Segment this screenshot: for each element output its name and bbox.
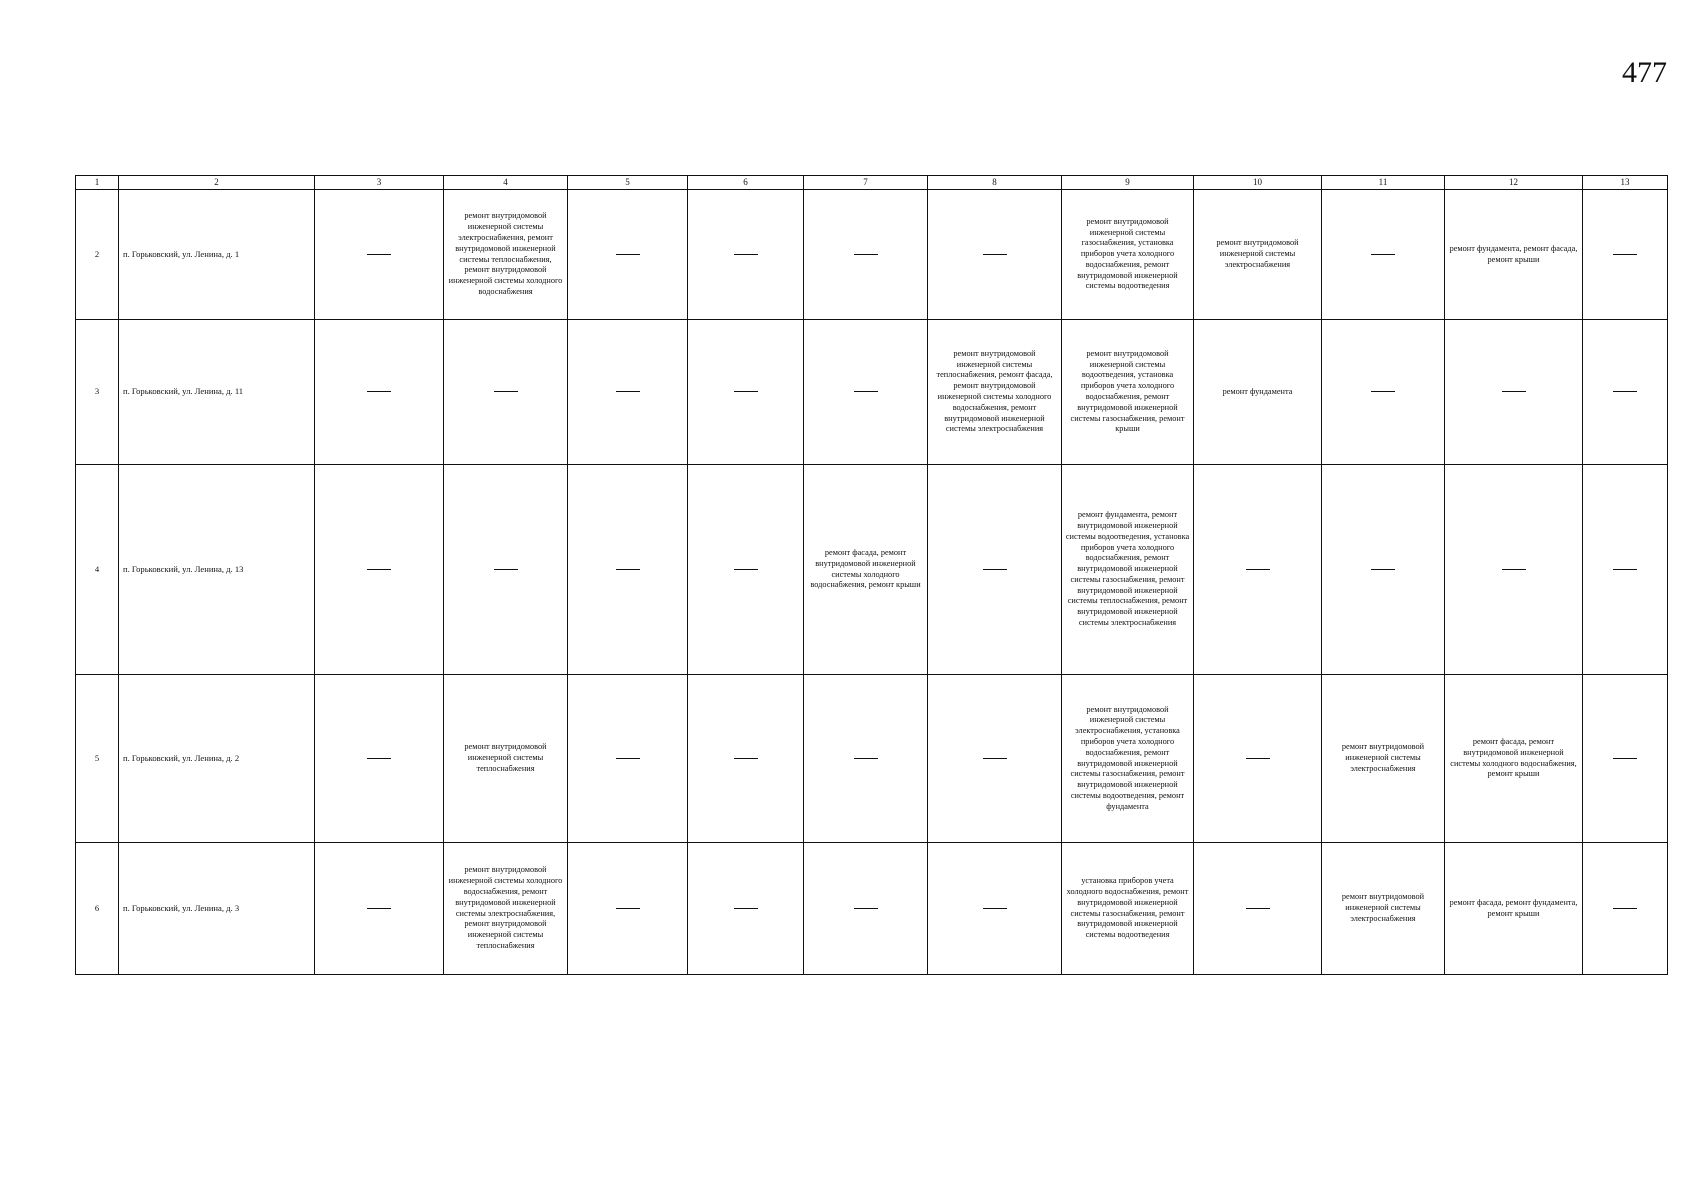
- empty-cell: [444, 320, 568, 465]
- empty-cell: [1194, 843, 1322, 975]
- empty-cell: [1583, 190, 1668, 320]
- empty-cell: [928, 675, 1062, 843]
- table-row: [76, 843, 1668, 975]
- empty-cell: [1194, 465, 1322, 675]
- row-number-cell: 5: [76, 675, 119, 843]
- dash-mark: [494, 391, 518, 392]
- column-number-cell: 3: [315, 176, 444, 190]
- dash-mark: [1613, 391, 1637, 392]
- empty-cell: [1194, 675, 1322, 843]
- work-cell: ремонт фасада, ремонт фундамента, ремонт крыши: [1445, 843, 1583, 975]
- work-cell: ремонт внутридомовой инженерной системы теплоснабжения, ремонт фасада, ремонт внутридомовой инженерной системы холодного водоснабжения, ремонт внутридомовой инженерной системы электроснабжения: [928, 320, 1062, 465]
- work-cell: ремонт внутридомовой инженерной системы холодного водоснабжения, ремонт внутридомовой инженерной системы электроснабжения, ремонт внутридомовой инженерной системы теплоснабжения: [444, 843, 568, 975]
- dash-mark: [734, 908, 758, 909]
- dash-mark: [1246, 908, 1270, 909]
- dash-mark: [367, 908, 391, 909]
- column-number-cell: 8: [928, 176, 1062, 190]
- empty-cell: [1322, 190, 1445, 320]
- dash-mark: [616, 391, 640, 392]
- work-cell: ремонт внутридомовой инженерной системы электроснабжения: [1194, 190, 1322, 320]
- empty-cell: [928, 465, 1062, 675]
- empty-cell: [568, 675, 688, 843]
- empty-cell: [804, 843, 928, 975]
- dash-mark: [367, 391, 391, 392]
- dash-mark: [616, 254, 640, 255]
- work-cell: ремонт фундамента: [1194, 320, 1322, 465]
- table-row: [76, 465, 1668, 675]
- work-cell: ремонт внутридомовой инженерной системы электроснабжения: [1322, 843, 1445, 975]
- work-cell: ремонт фасада, ремонт внутридомовой инженерной системы холодного водоснабжения, ремонт крыши: [1445, 675, 1583, 843]
- empty-cell: [1583, 320, 1668, 465]
- empty-cell: [1322, 320, 1445, 465]
- dash-mark: [1613, 908, 1637, 909]
- work-cell: ремонт фасада, ремонт внутридомовой инженерной системы холодного водоснабжения, ремонт крыши: [804, 465, 928, 675]
- dash-mark: [367, 569, 391, 570]
- empty-cell: [1583, 675, 1668, 843]
- column-number-cell: 7: [804, 176, 928, 190]
- column-number-cell: 9: [1062, 176, 1194, 190]
- dash-mark: [983, 569, 1007, 570]
- table-body: [76, 176, 1668, 975]
- table-row: [76, 320, 1668, 465]
- empty-cell: [688, 190, 804, 320]
- column-number-cell: 5: [568, 176, 688, 190]
- dash-mark: [1502, 391, 1526, 392]
- empty-cell: [688, 675, 804, 843]
- dash-mark: [854, 391, 878, 392]
- dash-mark: [1246, 758, 1270, 759]
- empty-cell: [688, 465, 804, 675]
- row-number-cell: 6: [76, 843, 119, 975]
- dash-mark: [616, 569, 640, 570]
- row-number-cell: 3: [76, 320, 119, 465]
- empty-cell: [568, 190, 688, 320]
- empty-cell: [804, 675, 928, 843]
- dash-mark: [616, 908, 640, 909]
- empty-cell: [315, 675, 444, 843]
- dash-mark: [734, 758, 758, 759]
- empty-cell: [315, 843, 444, 975]
- work-cell: ремонт внутридомовой инженерной системы электроснабжения: [1322, 675, 1445, 843]
- work-cell: ремонт внутридомовой инженерной системы теплоснабжения: [444, 675, 568, 843]
- dash-mark: [367, 758, 391, 759]
- dash-mark: [494, 569, 518, 570]
- work-cell: ремонт внутридомовой инженерной системы электроснабжения, установка приборов учета холодного водоснабжения, ремонт внутридомовой инженерной системы газоснабжения, ремонт внутридомовой инженерной системы водоотведения, ремонт фундамента: [1062, 675, 1194, 843]
- work-cell: ремонт внутридомовой инженерной системы электроснабжения, ремонт внутридомовой инженерной системы теплоснабжения, ремонт внутридомовой инженерной системы холодного водоснабжения: [444, 190, 568, 320]
- address-cell: п. Горьковский, ул. Ленина, д. 2: [119, 675, 315, 843]
- empty-cell: [804, 320, 928, 465]
- work-cell: ремонт фундамента, ремонт фасада, ремонт крыши: [1445, 190, 1583, 320]
- dash-mark: [367, 254, 391, 255]
- table-row: [76, 190, 1668, 320]
- empty-cell: [315, 320, 444, 465]
- work-cell: ремонт внутридомовой инженерной системы водоотведения, установка приборов учета холодного водоснабжения, ремонт внутридомовой инженерной системы газоснабжения, ремонт крыши: [1062, 320, 1194, 465]
- dash-mark: [1502, 569, 1526, 570]
- work-cell: установка приборов учета холодного водоснабжения, ремонт внутридомовой инженерной системы газоснабжения, ремонт внутридомовой инженерной системы водоотведения: [1062, 843, 1194, 975]
- dash-mark: [1613, 254, 1637, 255]
- column-number-cell: 13: [1583, 176, 1668, 190]
- empty-cell: [928, 843, 1062, 975]
- empty-cell: [568, 843, 688, 975]
- dash-mark: [1371, 569, 1395, 570]
- empty-cell: [1445, 320, 1583, 465]
- dash-mark: [734, 569, 758, 570]
- column-number-cell: 4: [444, 176, 568, 190]
- repair-schedule-table: [75, 175, 1668, 975]
- work-cell: ремонт фундамента, ремонт внутридомовой инженерной системы водоотведения, установка приборов учета холодного водоснабжения, ремонт внутридомовой инженерной системы газоснабжения, ремонт внутридомовой инженерной системы теплоснабжения, ремонт внутридомовой инженерной системы электроснабжения: [1062, 465, 1194, 675]
- dash-mark: [616, 758, 640, 759]
- row-number-cell: 4: [76, 465, 119, 675]
- dash-mark: [854, 758, 878, 759]
- empty-cell: [1583, 465, 1668, 675]
- address-cell: п. Горьковский, ул. Ленина, д. 11: [119, 320, 315, 465]
- dash-mark: [1613, 758, 1637, 759]
- address-cell: п. Горьковский, ул. Ленина, д. 3: [119, 843, 315, 975]
- work-cell: ремонт внутридомовой инженерной системы газоснабжения, установка приборов учета холодного водоснабжения, ремонт внутридомовой инженерной системы водоотведения: [1062, 190, 1194, 320]
- dash-mark: [1371, 254, 1395, 255]
- empty-cell: [568, 465, 688, 675]
- empty-cell: [1322, 465, 1445, 675]
- column-number-cell: 1: [76, 176, 119, 190]
- empty-cell: [688, 843, 804, 975]
- empty-cell: [1445, 465, 1583, 675]
- empty-cell: [568, 320, 688, 465]
- empty-cell: [928, 190, 1062, 320]
- dash-mark: [854, 254, 878, 255]
- dash-mark: [734, 391, 758, 392]
- empty-cell: [804, 190, 928, 320]
- dash-mark: [1613, 569, 1637, 570]
- table-row: [76, 675, 1668, 843]
- dash-mark: [854, 908, 878, 909]
- column-number-cell: 12: [1445, 176, 1583, 190]
- column-number-cell: 6: [688, 176, 804, 190]
- empty-cell: [444, 465, 568, 675]
- dash-mark: [983, 908, 1007, 909]
- empty-cell: [688, 320, 804, 465]
- column-number-row: [76, 176, 1668, 190]
- address-cell: п. Горьковский, ул. Ленина, д. 1: [119, 190, 315, 320]
- row-number-cell: 2: [76, 190, 119, 320]
- empty-cell: [315, 465, 444, 675]
- column-number-cell: 10: [1194, 176, 1322, 190]
- dash-mark: [983, 254, 1007, 255]
- column-number-cell: 2: [119, 176, 315, 190]
- dash-mark: [734, 254, 758, 255]
- dash-mark: [1371, 391, 1395, 392]
- empty-cell: [315, 190, 444, 320]
- dash-mark: [1246, 569, 1270, 570]
- dash-mark: [983, 758, 1007, 759]
- address-cell: п. Горьковский, ул. Ленина, д. 13: [119, 465, 315, 675]
- page-number: 477: [1622, 56, 1667, 89]
- empty-cell: [1583, 843, 1668, 975]
- column-number-cell: 11: [1322, 176, 1445, 190]
